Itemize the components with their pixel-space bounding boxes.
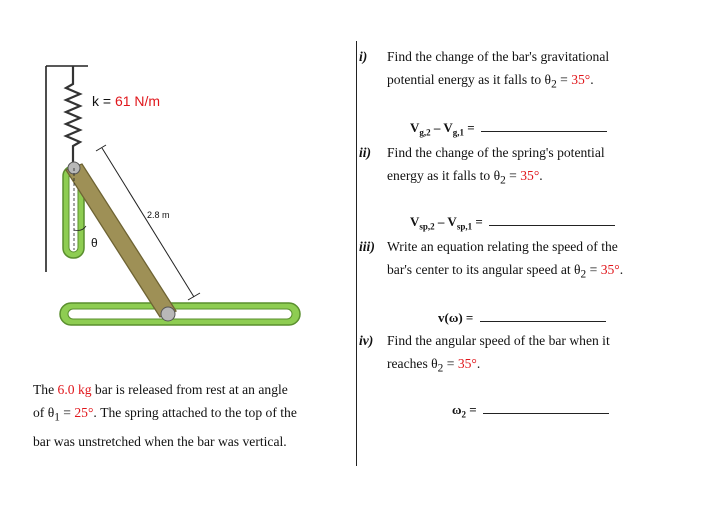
answer-i: $V_{g,2} - V_{g,1}$ =	[410, 120, 607, 138]
bar-length-label: 2.8 m	[147, 210, 170, 220]
spring-constant-label: k = 61 N/m	[92, 93, 161, 109]
answer-ii-blank[interactable]	[489, 214, 615, 226]
question-iii: iii) Write an equation relating the speed of the bar's center to its angular speed at $\theta_2 = 35^\circ$.	[359, 239, 624, 281]
question-i: i) Find the change of the bar's gravitational potential energy as it falls to $\theta_2 = 35^\circ$.	[359, 49, 610, 91]
answer-iii: v(ω) =	[438, 310, 606, 326]
problem-line-2: of $\theta_1 = 25^\circ$. The spring attached to the top of the	[33, 405, 297, 424]
answer-ii: $V_{sp,2} - V_{sp,1}$ =	[410, 214, 615, 232]
answer-iv: $\omega_2$ =	[452, 402, 609, 420]
question-ii: ii) Find the change of the spring's potential energy as it falls to $\theta_2 = 35^\circ$.	[359, 145, 605, 187]
mechanism-diagram	[0, 0, 340, 360]
bottom-pin	[161, 307, 175, 321]
mechanism-figure	[0, 0, 340, 360]
problem-line-1: The 6.0 kg bar is released from rest at an angle	[33, 382, 288, 397]
question-iv: iv) Find the angular speed of the bar when it reaches $\theta_2 = 35^\circ$.	[359, 333, 610, 375]
problem-statement	[33, 378, 353, 453]
column-divider	[356, 41, 357, 466]
spring	[66, 66, 80, 166]
answer-iv-blank[interactable]	[483, 402, 609, 414]
problem-line-3: bar was unstretched when the bar was vertical.	[33, 433, 287, 449]
answer-i-blank[interactable]	[481, 120, 607, 132]
angle-label: θ	[91, 236, 98, 250]
answer-iii-blank[interactable]	[480, 310, 606, 322]
